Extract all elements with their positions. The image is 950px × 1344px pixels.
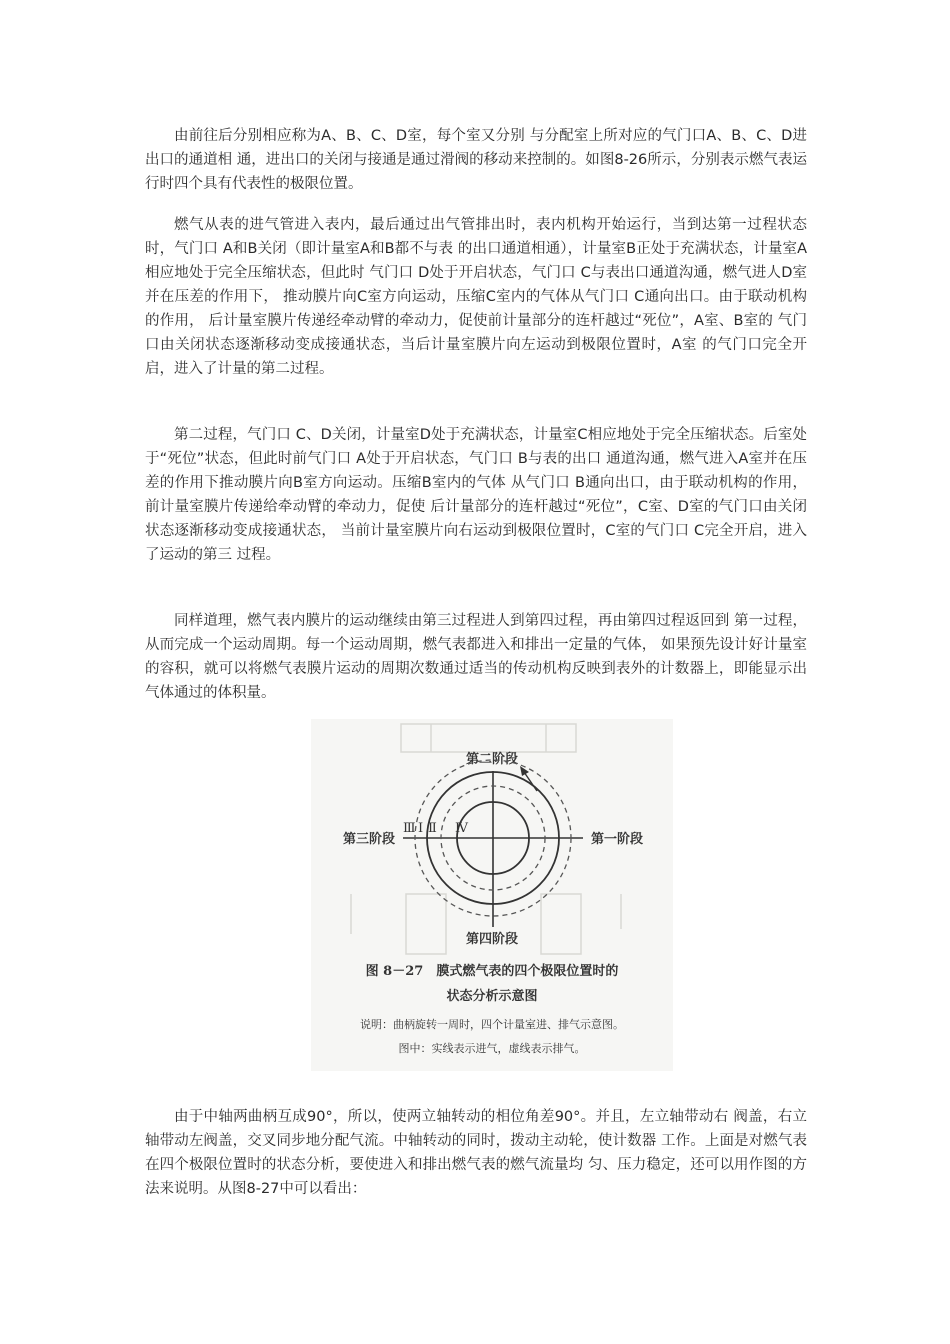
paragraph-cycle: 同样道理，燃气表内膜片的运动继续由第三过程进人到第四过程，再由第四过程返回到 第一过程，从而完成一个运动周期。每一个运动周期，燃气表都进入和排出一定量的气体， 如果预先设计好计量室的容积，就可以将燃气表膜片运动的周期次数通过适当的传动机构反映到表外的计数器上，即能显示出气体通过的体积量。 [145,613,807,701]
figure-caption-line1: 图 8－27 膜式燃气表的四个极限位置时的 [365,964,619,979]
figure-8-27 [311,719,673,1071]
stage-left-label: 第三阶段 [342,832,396,847]
roman-label-2: Ⅱ [428,821,437,836]
roman-label-1: Ⅰ [418,821,424,836]
paragraph-crank-analysis: 由于中轴两曲柄互成90°，所以，使两立轴转动的相位角差90°。并且，左立轴带动右 阀盖，右立轴带动左阀盖，交叉同步地分配气流。中轴转动的同时，拨动主动轮，使计数器 工作。上面是对燃气表在四个极限位置时的状态分析，要使进入和排出燃气表的燃气流量均 匀、压力稳定，还可以用作图的方法来说明。从图8-27中可以看出： [145,1109,807,1197]
roman-label-4: Ⅳ [455,821,468,836]
figure-note-line1: 说明：曲柄旋转一周时，四个计量室进、排气示意图。 [360,1018,624,1031]
stage-bottom-label: 第四阶段 [465,932,519,947]
roman-label-3: Ⅲ [403,821,416,836]
figure-caption-line2: 状态分析示意图 [446,989,538,1004]
paragraph-second-process: 第二过程，气门口 C、D关闭，计量室D处于充满状态，计量室C相应地处于完全压缩状态。后室处于“死位”状态，但此时前气门口 A处于开启状态，气门口 B与表的出口 通道沟通，燃气进入A室并在压差的作用下推动膜片向B室方向运动。压缩B室内的气体 从气门口 B通向出口，由于联动机构的作用，前计量室膜片传递给牵动臂的牵动力，促使 后计量部分的连杆越过“死位”，C室、D室的气门口由关闭状态逐渐移动变成接通状态， 当前计量室膜片向右运动到极限位置时，C室的气门口 C完全开启，进入了运动的第三 过程。 [145,427,807,563]
paragraph-first-process: 燃气从表的进气管进入表内，最后通过出气管排出时，表内机构开始运行，当到达第一过程状态时，气门口 A和B关闭（即计量室A和B都不与表 的出口通道相通），计量室B正处于充满状态，计量室A相应地处于完全压缩状态，但此时 气门口 D处于开启状态，气门口 C与表出口通道沟通，燃气进人D室并在压差的作用下， 推动膜片向C室方向运动，压缩C室内的气体从气门口 C通向出口。由于联动机构的作用， 后计量室膜片传递经牵动臂的牵动力，促使前计量部分的连杆越过“死位”，A室、B室的 气门口由关闭状态逐渐移动变成接通状态，当后计量室膜片向左运动到极限位置时，A室 的气门口完全开启，进入了计量的第二过程。 [145,217,807,377]
figure-note-line2: 图中：实线表示进气，虚线表示排气。 [398,1042,586,1055]
stage-diagram [311,719,673,1071]
paragraph-chamber-naming: 由前往后分别相应称为A、B、C、D室，每个室又分别 与分配室上所对应的气门口A、B、C、D进出口的通道相 通，进出口的关闭与接通是通过滑阀的移动来控制的。如图8-26所示，分别表示燃气表运行时四个具有代表性的极限位置。 [145,128,807,192]
stage-top-label: 第二阶段 [465,752,519,767]
stage-right-label: 第一阶段 [590,832,644,847]
